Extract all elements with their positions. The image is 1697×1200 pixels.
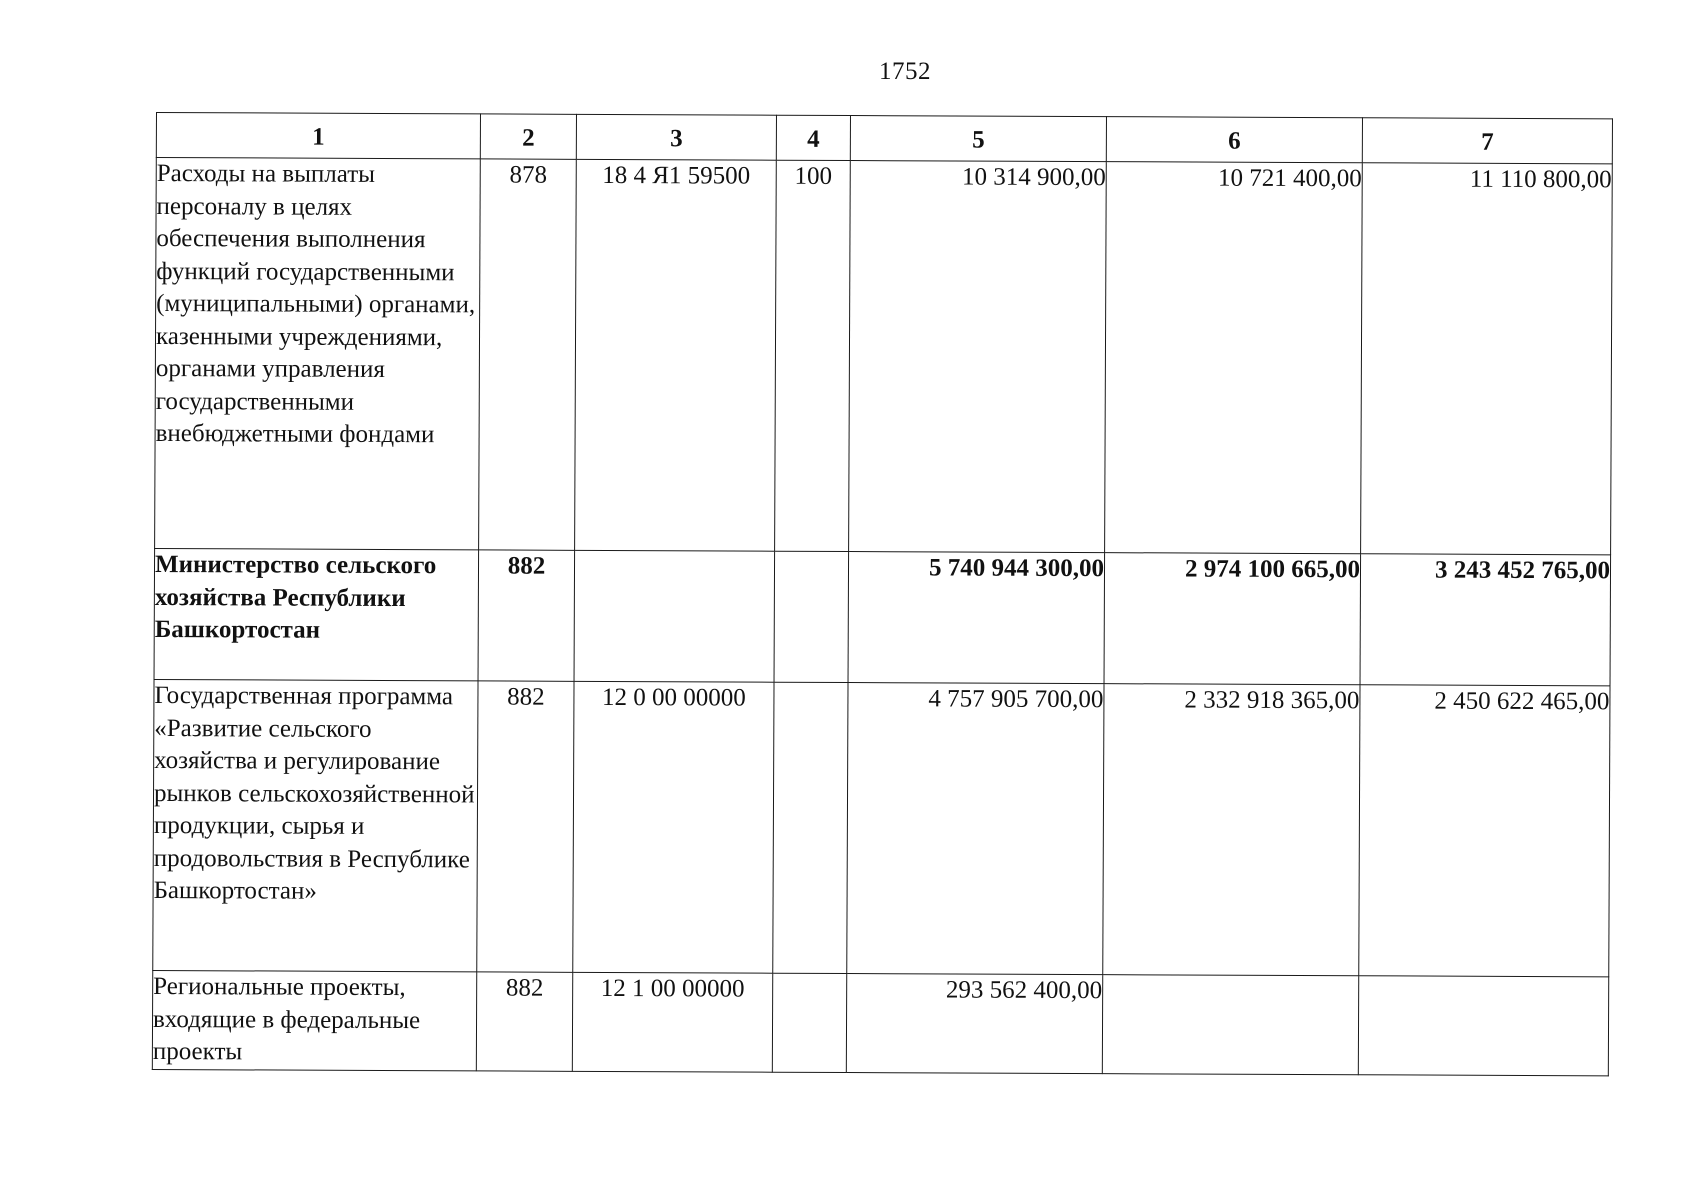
row-value-col5: 10 314 900,00	[849, 161, 1107, 553]
row-target-article	[574, 550, 775, 682]
row-expense-type	[774, 551, 849, 682]
row-name: Министерство сельского хозяйства Республики Башкортостан	[154, 548, 479, 680]
column-header: 7	[1362, 118, 1612, 164]
row-value-col6: 10 721 400,00	[1105, 162, 1363, 554]
row-value-col5: 4 757 905 700,00	[847, 683, 1104, 975]
row-value-col7	[1358, 976, 1608, 1076]
row-value-col6: 2 332 918 365,00	[1103, 684, 1360, 976]
column-header: 6	[1106, 117, 1362, 163]
table-row	[154, 548, 1611, 685]
row-target-article: 12 1 00 00000	[572, 972, 772, 1072]
row-value-col6	[1102, 975, 1358, 1075]
column-header: 3	[576, 114, 776, 160]
column-header: 4	[776, 115, 850, 160]
row-code: 882	[478, 550, 575, 681]
row-code: 882	[476, 972, 572, 1071]
table-row	[153, 679, 1610, 976]
table-row	[152, 970, 1608, 1075]
row-expense-type: 100	[775, 160, 851, 551]
page-number: 1752	[879, 58, 931, 85]
row-expense-type	[772, 973, 846, 1072]
row-value-col7: 3 243 452 765,00	[1360, 554, 1611, 686]
row-code: 882	[477, 681, 574, 972]
column-header: 5	[850, 116, 1106, 162]
row-name: Государственная программа «Развитие сельского хозяйства и регулирование рынков сельскохозяйственной продукции, сырья и продовольствия в Республике Башкортостан»	[153, 679, 478, 971]
row-value-col6: 2 974 100 665,00	[1104, 553, 1361, 685]
column-header: 1	[156, 113, 480, 159]
row-name: Региональные проекты, входящие в федеральные проекты	[152, 970, 476, 1070]
table-header-row	[156, 113, 1612, 164]
row-target-article: 12 0 00 00000	[573, 681, 774, 973]
row-code: 878	[479, 159, 577, 550]
row-value-col5: 293 562 400,00	[846, 974, 1102, 1074]
row-target-article: 18 4 Я1 59500	[575, 159, 777, 551]
column-header: 2	[480, 114, 576, 159]
row-value-col7: 11 110 800,00	[1361, 163, 1613, 555]
row-value-col7: 2 450 622 465,00	[1359, 685, 1610, 977]
row-value-col5: 5 740 944 300,00	[848, 552, 1105, 684]
row-name: Расходы на выплаты персоналу в целях обеспечения выполнения функций государственными (муниципальными) органами, казенными учреждениями, органами управления государственными внебюджетными фондами	[155, 158, 481, 550]
budget-table	[152, 112, 1613, 1076]
row-expense-type	[773, 682, 848, 973]
table-row	[155, 158, 1613, 555]
